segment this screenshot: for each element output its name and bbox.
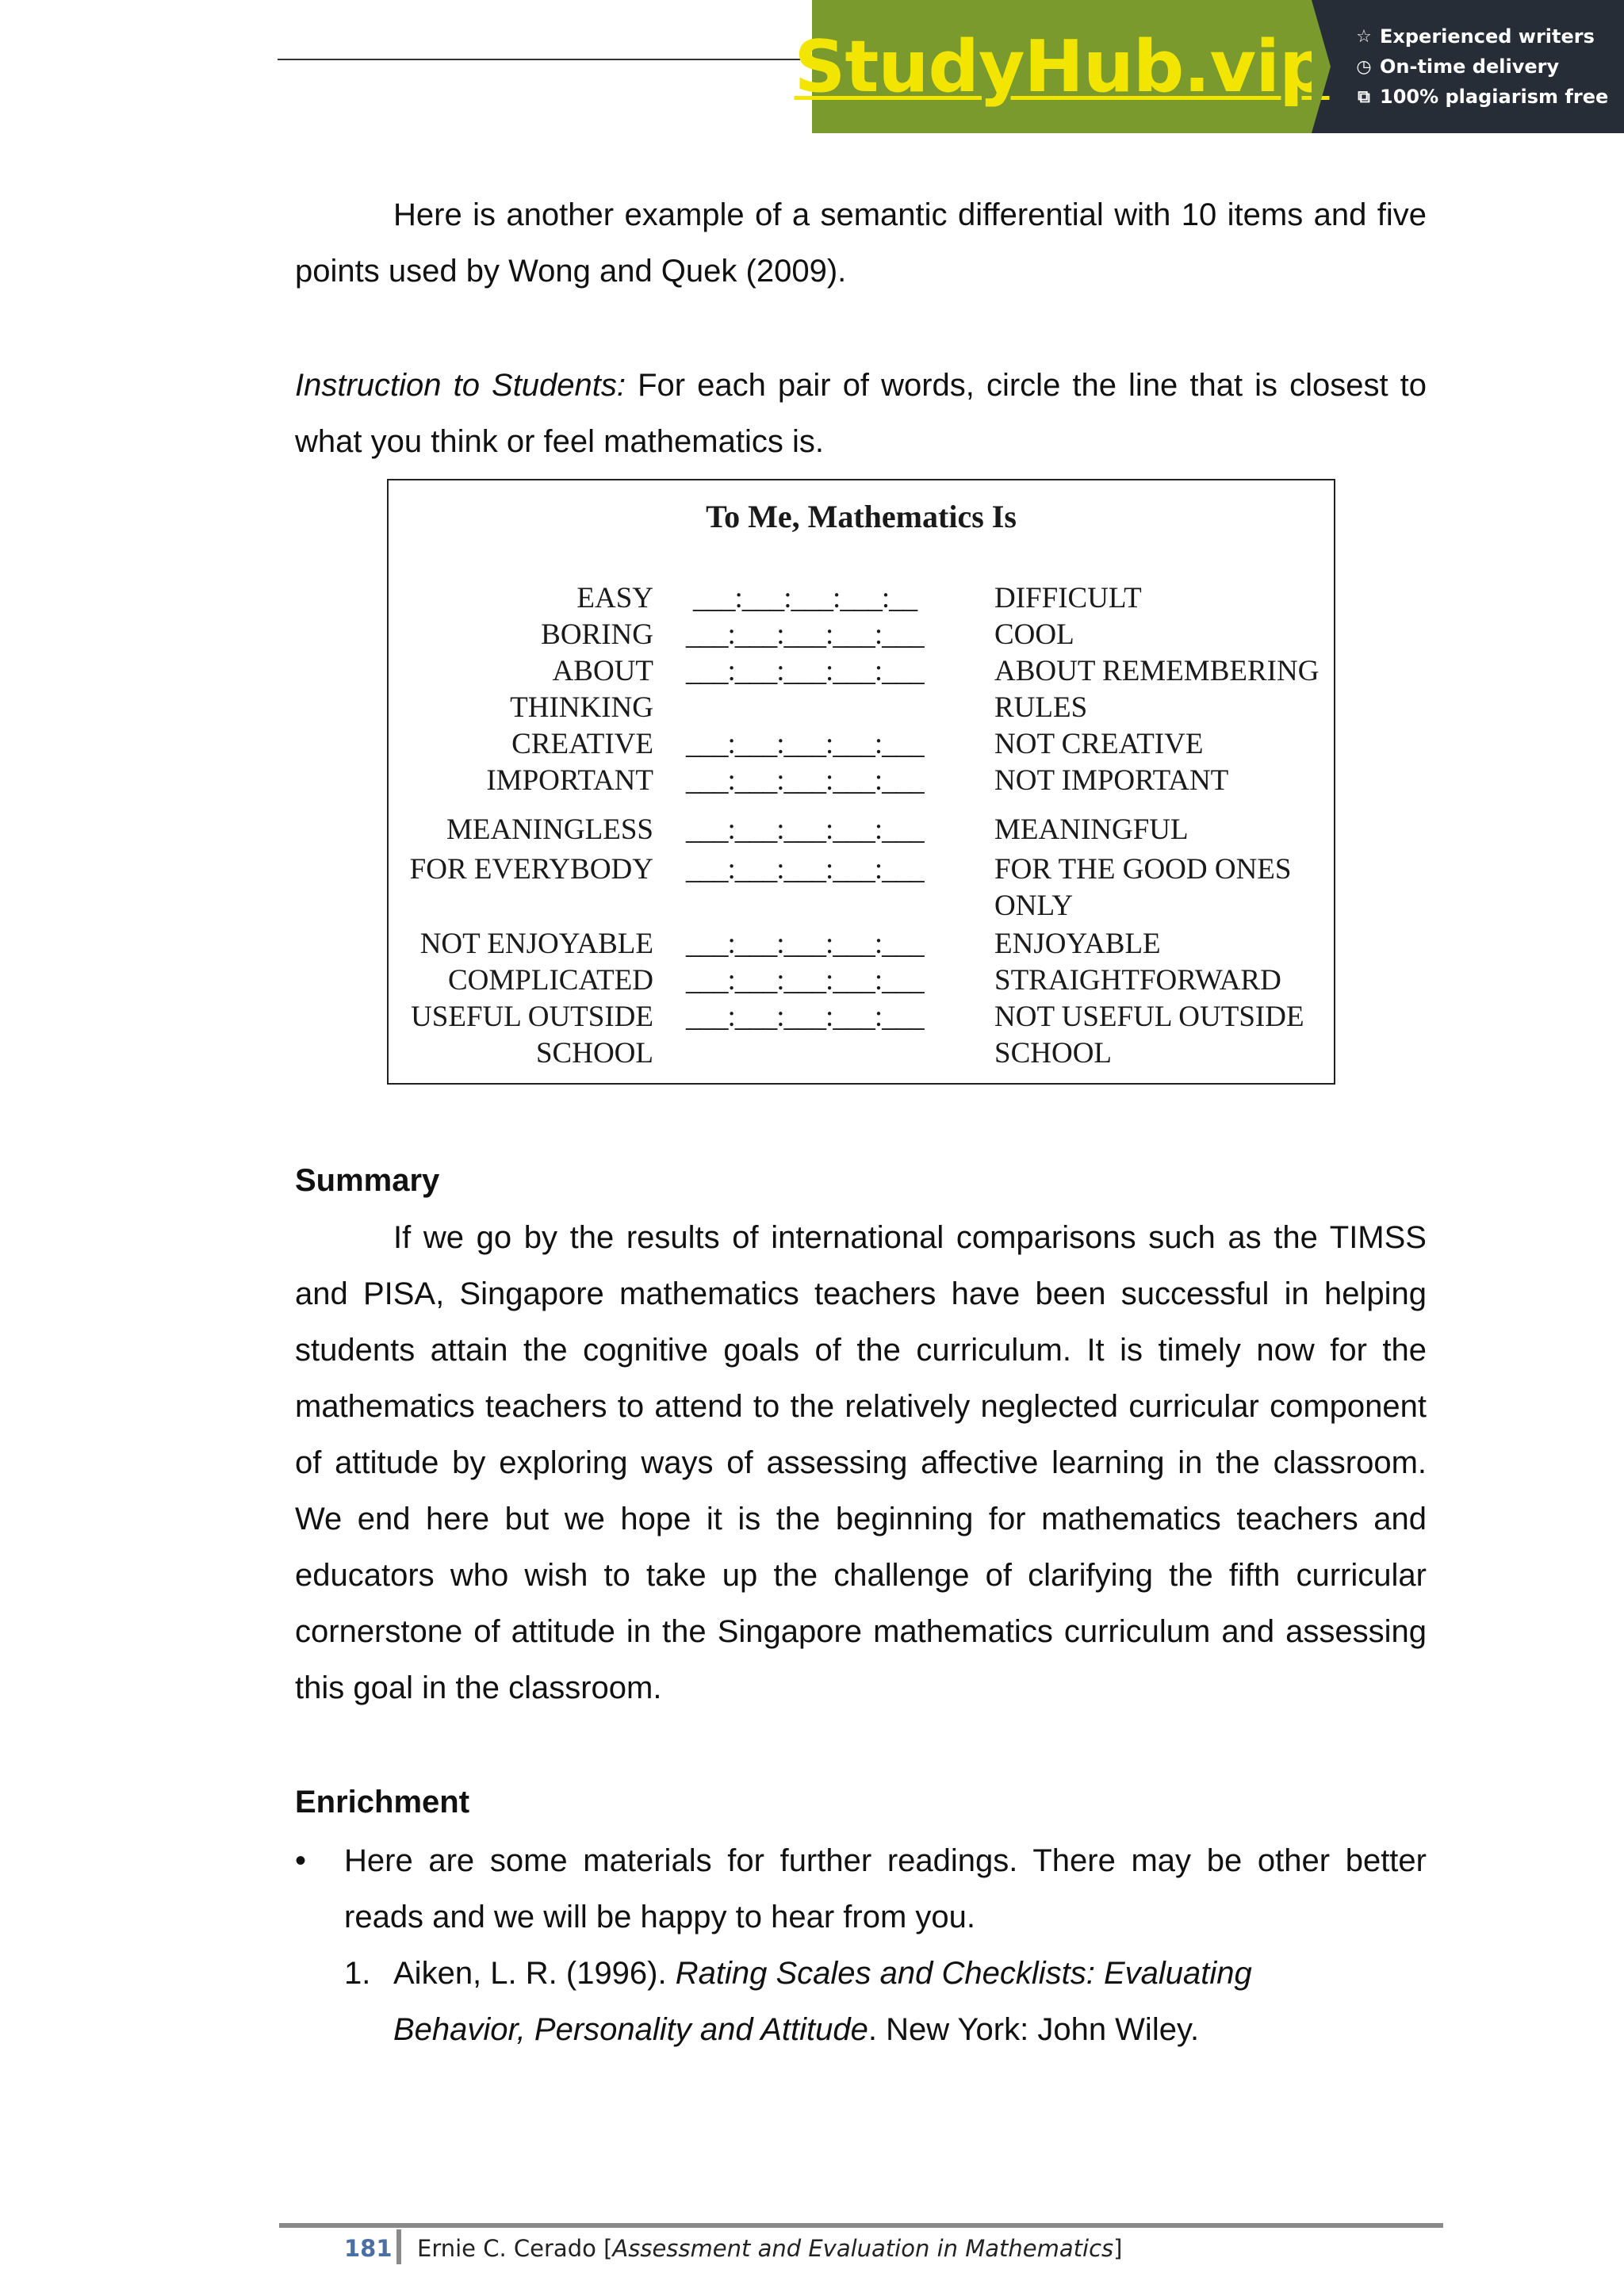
right-adjective: ABOUT REMEMBERING: [994, 655, 1320, 687]
header-rule: [278, 59, 817, 60]
footer-citation: [417, 2229, 1122, 2267]
instruction-label: Instruction to Students:: [295, 368, 626, 403]
scale-row: [389, 812, 1334, 848]
banner-features: [1312, 0, 1624, 133]
rating-scale[interactable]: ___:___:___:___:___: [686, 853, 924, 886]
left-adjective: USEFUL OUTSIDE: [411, 1001, 653, 1033]
studyhub-banner[interactable]: [794, 0, 1624, 133]
scale-row: [389, 763, 1334, 799]
right-adjective: STRAIGHTFORWARD: [994, 964, 1281, 997]
right-adjective: NOT CREATIVE: [994, 728, 1204, 760]
scale-row: [389, 888, 1334, 924]
scale-row: [389, 1035, 1334, 1072]
right-adjective: DIFFICULT: [994, 582, 1142, 614]
page-number: 181: [344, 2235, 393, 2262]
rating-scale[interactable]: ___:___:___:___:___: [686, 728, 924, 760]
scale-row: [389, 851, 1334, 888]
left-adjective: FOR EVERYBODY: [409, 853, 653, 886]
left-adjective: IMPORTANT: [486, 764, 653, 797]
left-adjective: COMPLICATED: [447, 964, 653, 997]
banner-arrow: [1312, 0, 1331, 133]
semantic-differential-figure: [387, 479, 1335, 1085]
figure-title: To Me, Mathematics Is: [706, 499, 1017, 534]
right-adjective: NOT IMPORTANT: [994, 764, 1229, 797]
footer-divider: [396, 2229, 401, 2264]
feature-experienced-writers: [1354, 25, 1624, 48]
right-adjective: SCHOOL: [994, 1037, 1113, 1070]
left-adjective: CREATIVE: [511, 728, 653, 760]
right-adjective: ENJOYABLE: [994, 928, 1161, 960]
clock-icon: ◷: [1356, 56, 1372, 77]
rating-scale[interactable]: ___:___:___:___:___: [686, 964, 924, 997]
left-adjective: NOT ENJOYABLE: [419, 928, 653, 960]
instruction-paragraph: [295, 358, 1427, 470]
reference-title: Rating Scales and Checklists: Evaluating Behavior, Personality and Attitude: [393, 1956, 1252, 2047]
reference-publisher: . New York: John Wiley.: [868, 2012, 1200, 2047]
left-adjective: EASY: [576, 582, 653, 614]
reference-authors: Aiken, L. R. (1996).: [393, 1956, 676, 1991]
page-footer: [279, 2229, 1443, 2269]
summary-paragraph: If we go by the results of international comparisons such as the TIMSS and PISA, Singapore mathematics teachers have been successful in helping students attain the cognitive goals of the curriculum. It is timely now for the mathematics teachers to attend to the relatively neglected curricular component of attitude by exploring ways of assessing affective learning in the classroom. We end here but we hope it is the beginning for mathematics teachers and educators who wish to take up the challenge of clarifying the fifth curricular cornerstone of attitude in the Singapore mathematics curriculum and assessing this goal in the classroom.: [295, 1220, 1427, 1705]
feature-label: 100% plagiarism free: [1380, 86, 1609, 108]
right-adjective: COOL: [994, 618, 1074, 651]
footer-close: ]: [1113, 2235, 1123, 2262]
banner-brand-panel: [794, 0, 1330, 133]
scale-row: [389, 617, 1334, 653]
instruction-text: For each pair of words, circle the line that is closest to what you think or feel mathematics is.: [295, 368, 1427, 459]
rating-scale[interactable]: ___:___:___:___:__: [693, 582, 917, 614]
left-adjective: MEANINGLESS: [446, 813, 653, 846]
intro-paragraph: Here is another example of a semantic differential with 10 items and five points used by Wong and Quek (2009).: [295, 197, 1427, 289]
footer-author: Ernie C. Cerado [: [417, 2235, 613, 2262]
feature-label: On-time delivery: [1380, 55, 1560, 78]
feature-label: Experienced writers: [1380, 25, 1595, 48]
right-adjective: MEANINGFUL: [994, 813, 1189, 846]
left-adjective: ABOUT: [552, 655, 653, 687]
left-adjective: BORING: [541, 618, 653, 651]
list-item: [295, 1833, 1427, 1946]
star-icon: ☆: [1356, 26, 1372, 47]
enrichment-list: [295, 1833, 1427, 2058]
scale-row: [389, 580, 1334, 617]
footer-course: Assessment and Evaluation in Mathematics: [612, 2235, 1114, 2262]
reference-number: 1.: [344, 1956, 371, 1991]
rating-scale[interactable]: ___:___:___:___:___: [686, 655, 924, 687]
scale-row: [389, 926, 1334, 962]
right-adjective: NOT USEFUL OUTSIDE: [994, 1001, 1304, 1033]
copy-icon: ⧉: [1358, 86, 1370, 107]
left-adjective: SCHOOL: [535, 1037, 653, 1070]
scale-row: [389, 726, 1334, 763]
brand-logo[interactable]: StudyHub.vip: [794, 25, 1330, 109]
summary-heading: Summary: [295, 1163, 440, 1198]
rating-scale[interactable]: ___:___:___:___:___: [686, 928, 924, 960]
enrichment-heading: Enrichment: [295, 1785, 470, 1820]
right-adjective: ONLY: [994, 890, 1074, 922]
rating-scale[interactable]: ___:___:___:___:___: [686, 618, 924, 651]
right-adjective: FOR THE GOOD ONES: [994, 853, 1292, 886]
scale-row: [389, 999, 1334, 1035]
scale-row: [389, 962, 1334, 999]
footer-rule: [279, 2223, 1443, 2228]
left-adjective: THINKING: [510, 691, 653, 724]
feature-plagiarism-free: [1354, 86, 1624, 108]
rating-scale[interactable]: ___:___:___:___:___: [686, 813, 924, 846]
enrichment-text: Here are some materials for further readings. There may be other better reads and we will be happy to hear from you.: [344, 1843, 1427, 1934]
reference-item: [295, 1946, 1266, 2058]
bullet-icon: •: [295, 1843, 307, 1878]
scale-row: [389, 690, 1334, 726]
rating-scale[interactable]: ___:___:___:___:___: [686, 1001, 924, 1033]
scale-row: [389, 653, 1334, 690]
feature-on-time-delivery: [1354, 55, 1624, 78]
right-adjective: RULES: [994, 691, 1088, 724]
rating-scale[interactable]: ___:___:___:___:___: [686, 764, 924, 797]
